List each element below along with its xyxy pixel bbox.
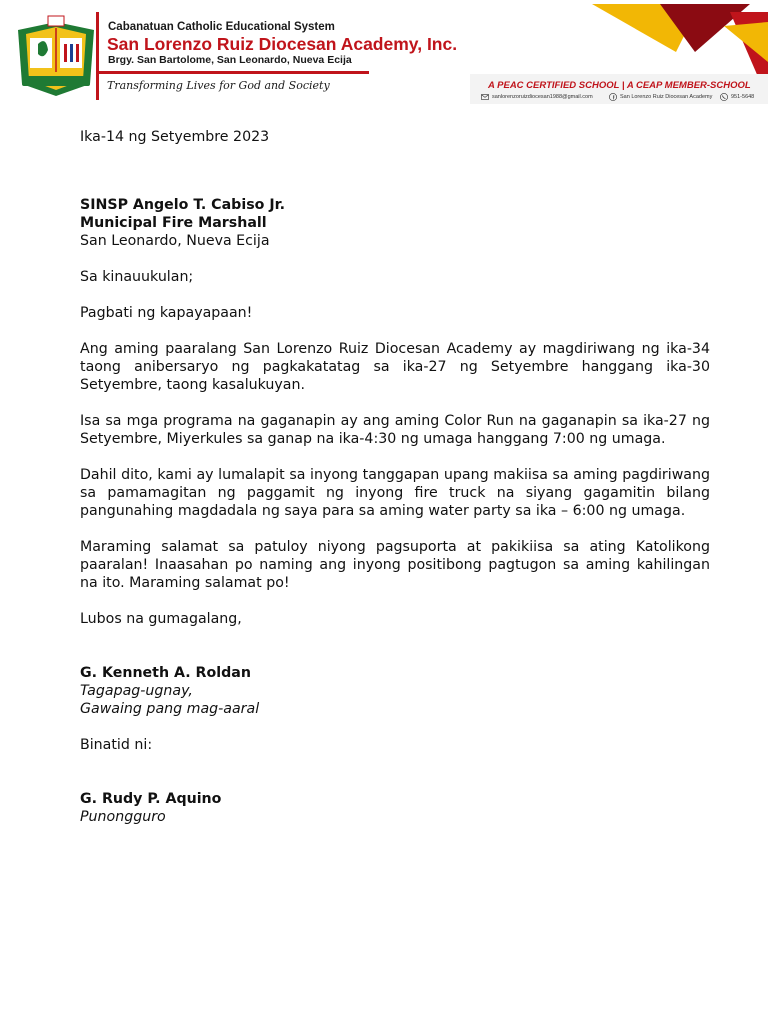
- email-text: sanlorenzoruizdiocesan1988@gmail.com: [492, 94, 593, 100]
- greeting: Pagbati ng kapayapaan!: [80, 305, 253, 321]
- recipient-name: SINSP Angelo T. Cabiso Jr.: [80, 197, 285, 213]
- certification-tagline: A PEAC CERTIFIED SCHOOL | A CEAP MEMBER-SCHOOL: [488, 80, 751, 91]
- closing-line: Lubos na gumagalang,: [80, 611, 242, 627]
- recipient-block: [80, 196, 710, 250]
- letter-body: [80, 128, 710, 826]
- principal-name: G. Rudy P. Aquino: [80, 791, 222, 807]
- system-name: Cabanatuan Catholic Educational System: [108, 21, 335, 33]
- facebook-text: San Lorenzo Ruiz Diocesan Academy: [620, 94, 713, 100]
- body-paragraph-1: Ang aming paaralang San Lorenzo Ruiz Diocesan Academy ay magdiriwang ng ika-34 taong anibersaryo ng pagkakatatag sa ika-27 ng Setyembre hanggang ika-30 Setyembre, taong kasalukuyan.: [80, 341, 710, 393]
- recipient-title: Municipal Fire Marshall: [80, 215, 267, 231]
- contact-email: [481, 93, 593, 101]
- phone-icon: [720, 93, 728, 101]
- contact-facebook: [609, 93, 712, 101]
- school-name: San Lorenzo Ruiz Diocesan Academy, Inc.: [107, 34, 458, 54]
- body-paragraph-2: Isa sa mga programa na gaganapin ay ang aming Color Run na gaganapin sa ika-27 ng Setyembre, Miyerkules sa ganap na ika-4:30 ng umaga hanggang 7:00 ng umaga.: [80, 413, 710, 447]
- phone-text: 951-5648: [731, 94, 755, 100]
- contact-phone: [720, 93, 754, 101]
- sender-title-line-1: Tagapag-ugnay,: [80, 683, 193, 699]
- gold-side-shape: [724, 22, 768, 62]
- mail-icon: [481, 93, 489, 101]
- sender-title-line-2: Gawaing pang mag-aaral: [80, 701, 260, 717]
- salutation: Sa kinauukulan;: [80, 269, 194, 285]
- school-motto: Transforming Lives for God and Society: [107, 79, 330, 92]
- letter-date: Ika-14 ng Setyembre 2023: [80, 129, 270, 145]
- letterhead: [0, 0, 768, 108]
- recipient-location: San Leonardo, Nueva Ecija: [80, 233, 270, 249]
- sender-name: G. Kenneth A. Roldan: [80, 665, 251, 681]
- principal-title: Punongguro: [80, 809, 166, 825]
- body-paragraph-3: Dahil dito, kami ay lumalapit sa inyong tanggapan upang makiisa sa aming pagdiriwang sa pamamagitan ng paggamit ng inyong fire truck na siyang gagamitin bilang pangunahing magdadala ng saya para sa aming water party sa ika – 6:00 ng umaga.: [80, 467, 710, 519]
- sender-signature-block: [80, 664, 710, 718]
- facebook-icon: [609, 93, 617, 101]
- school-seal-icon: [18, 16, 94, 96]
- letterhead-rule: [99, 71, 369, 74]
- body-paragraph-4: Maraming salamat sa patuloy niyong pagsuporta at pakikiisa sa ating Katolikong paaralan! Inaasahan po naming ang inyong positibong pagtugon sa aming kahilingan na ito. Maraming salamat po!: [80, 539, 710, 591]
- principal-signature-block: [80, 790, 710, 826]
- school-address: Brgy. San Bartolome, San Leonardo, Nueva Ecija: [108, 54, 352, 66]
- letterhead-divider: [96, 12, 99, 100]
- noted-by-label: Binatid ni:: [80, 737, 153, 753]
